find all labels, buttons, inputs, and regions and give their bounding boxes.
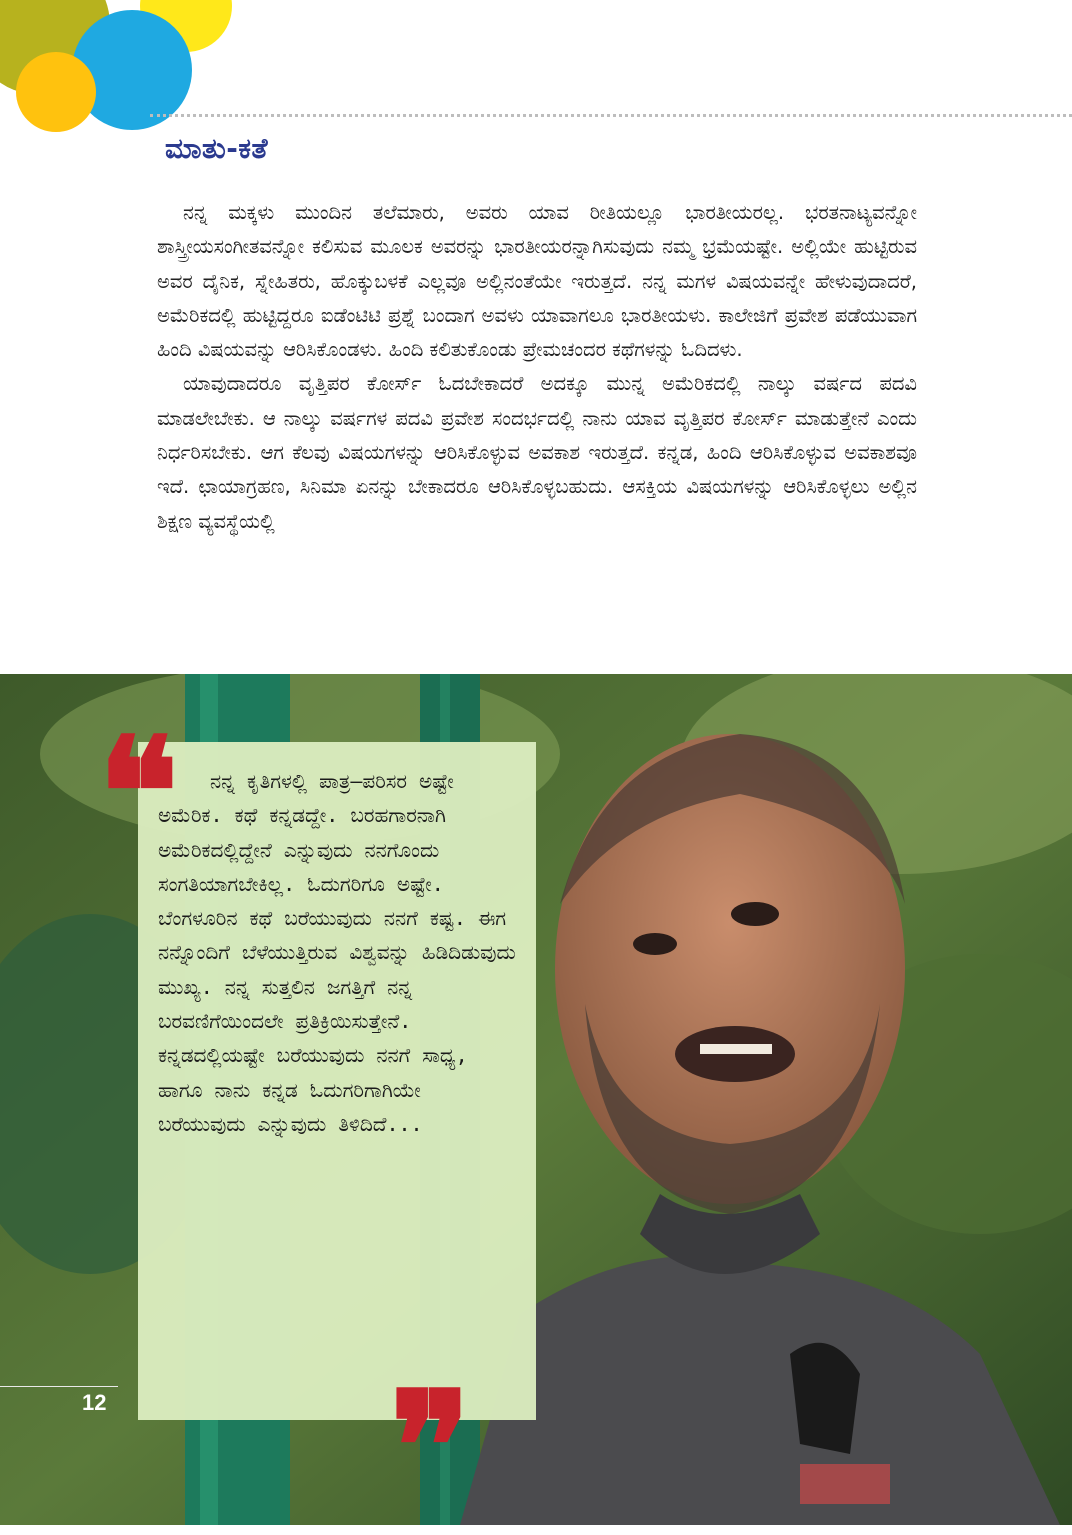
dotted-divider [150, 114, 1072, 117]
decorative-circles [0, 0, 240, 140]
article-body [157, 196, 917, 539]
open-quote-icon: ❝ [98, 705, 179, 881]
page-number-rule [0, 1386, 118, 1387]
circle-orange [16, 52, 96, 132]
pull-quote-text: ನನ್ನ ಕೃತಿಗಳಲ್ಲಿ ಪಾತ್ರ–ಪರಿಸರ ಅಷ್ಟೇ ಅಮೆರಿಕ. ಕಥೆ ಕನ್ನಡದ್ದೇ. ಬರಹಗಾರನಾಗಿ ಅಮೆರಿಕದಲ್ಲಿದ್ದೇನೆ ಎನ್ನುವುದು ನನಗೊಂದು ಸಂಗತಿಯಾಗಬೇಕಿಲ್ಲ. ಓದುಗರಿಗೂ ಅಷ್ಟೇ. ಬೆಂಗಳೂರಿನ ಕಥೆ ಬರೆಯುವುದು ನನಗೆ ಕಷ್ಟ. ಈಗ ನನ್ನೊಂದಿಗೆ ಬೆಳೆಯುತ್ತಿರುವ ವಿಶ್ವವನ್ನು ಹಿಡಿದಿಡುವುದು ಮುಖ್ಯ. ನನ್ನ ಸುತ್ತಲಿನ ಜಗತ್ತಿಗೆ ನನ್ನ ಬರವಣಿಗೆಯಿಂದಲೇ ಪ್ರತಿಕ್ರಿಯಿಸುತ್ತೇನೆ. ಕನ್ನಡದಲ್ಲಿಯಷ್ಟೇ ಬರೆಯುವುದು ನನಗೆ ಸಾಧ್ಯ, ಹಾಗೂ ನಾನು ಕನ್ನಡ ಓದುಗರಿಗಾಗಿಯೇ ಬರೆಯುವುದು ಎನ್ನುವುದು ತಿಳಿದಿದೆ... [158, 769, 516, 1136]
section-title: ಮಾತು-ಕತೆ [165, 132, 268, 165]
article-paragraph: ನನ್ನ ಮಕ್ಕಳು ಮುಂದಿನ ತಲೆಮಾರು, ಅವರು ಯಾವ ರೀತಿಯಲ್ಲೂ ಭಾರತೀಯರಲ್ಲ. ಭರತನಾಟ್ಯವನ್ನೋ ಶಾಸ್ತ್ರೀಯಸಂಗೀತವನ್ನೋ ಕಲಿಸುವ ಮೂಲಕ ಅವರನ್ನು ಭಾರತೀಯರನ್ನಾಗಿಸುವುದು ನಮ್ಮ ಭ್ರಮೆಯಷ್ಟೇ. ಅಲ್ಲಿಯೇ ಹುಟ್ಟಿರುವ ಅವರ ದೈನಿಕ, ಸ್ನೇಹಿತರು, ಹೊಕ್ಕುಬಳಕೆ ಎಲ್ಲವೂ ಅಲ್ಲಿನಂತೆಯೇ ಇರುತ್ತದೆ. ನನ್ನ ಮಗಳ ವಿಷಯವನ್ನೇ ಹೇಳುವುದಾದರೆ, ಅಮೆರಿಕದಲ್ಲಿ ಹುಟ್ಟಿದ್ದರೂ ಐಡೆಂಟಿಟಿ ಪ್ರಶ್ನೆ ಬಂದಾಗ ಅವಳು ಯಾವಾಗಲೂ ಭಾರತೀಯಳು. ಕಾಲೇಜಿಗೆ ಪ್ರವೇಶ ಪಡೆಯುವಾಗ ಹಿಂದಿ ವಿಷಯವನ್ನು ಆರಿಸಿಕೊಂಡಳು. ಹಿಂದಿ ಕಲಿತುಕೊಂಡು ಪ್ರೇಮಚಂದರ ಕಥೆಗಳನ್ನು ಓದಿದಳು. [157, 201, 917, 362]
pull-quote-box [138, 742, 536, 1420]
close-quote-icon: ❞ [390, 1359, 471, 1535]
article-paragraph: ಯಾವುದಾದರೂ ವೃತ್ತಿಪರ ಕೋರ್ಸ್ ಓದಬೇಕಾದರೆ ಅದಕ್ಕೂ ಮುನ್ನ ಅಮೆರಿಕದಲ್ಲಿ ನಾಲ್ಕು ವರ್ಷದ ಪದವಿ ಮಾಡಲೇಬೇಕು. ಆ ನಾಲ್ಕು ವರ್ಷಗಳ ಪದವಿ ಪ್ರವೇಶ ಸಂದರ್ಭದಲ್ಲಿ ನಾನು ಯಾವ ವೃತ್ತಿಪರ ಕೋರ್ಸ್ ಮಾಡುತ್ತೇನೆ ಎಂದು ನಿರ್ಧರಿಸಬೇಕು. ಆಗ ಕೆಲವು ವಿಷಯಗಳನ್ನು ಆರಿಸಿಕೊಳ್ಳುವ ಅವಕಾಶ ಇರುತ್ತದೆ. ಕನ್ನಡ, ಹಿಂದಿ ಆರಿಸಿಕೊಳ್ಳುವ ಅವಕಾಶವೂ ಇದೆ. ಛಾಯಾಗ್ರಹಣ, ಸಿನಿಮಾ ಏನನ್ನು ಬೇಕಾದರೂ ಆರಿಸಿಕೊಳ್ಳಬಹುದು. ಆಸಕ್ತಿಯ ವಿಷಯಗಳನ್ನು ಆರಿಸಿಕೊಳ್ಳಲು ಅಲ್ಲಿನ ಶಿಕ್ಷಣ ವ್ಯವಸ್ಥೆಯಲ್ಲಿ [157, 372, 917, 533]
page-number: 12 [82, 1390, 107, 1415]
